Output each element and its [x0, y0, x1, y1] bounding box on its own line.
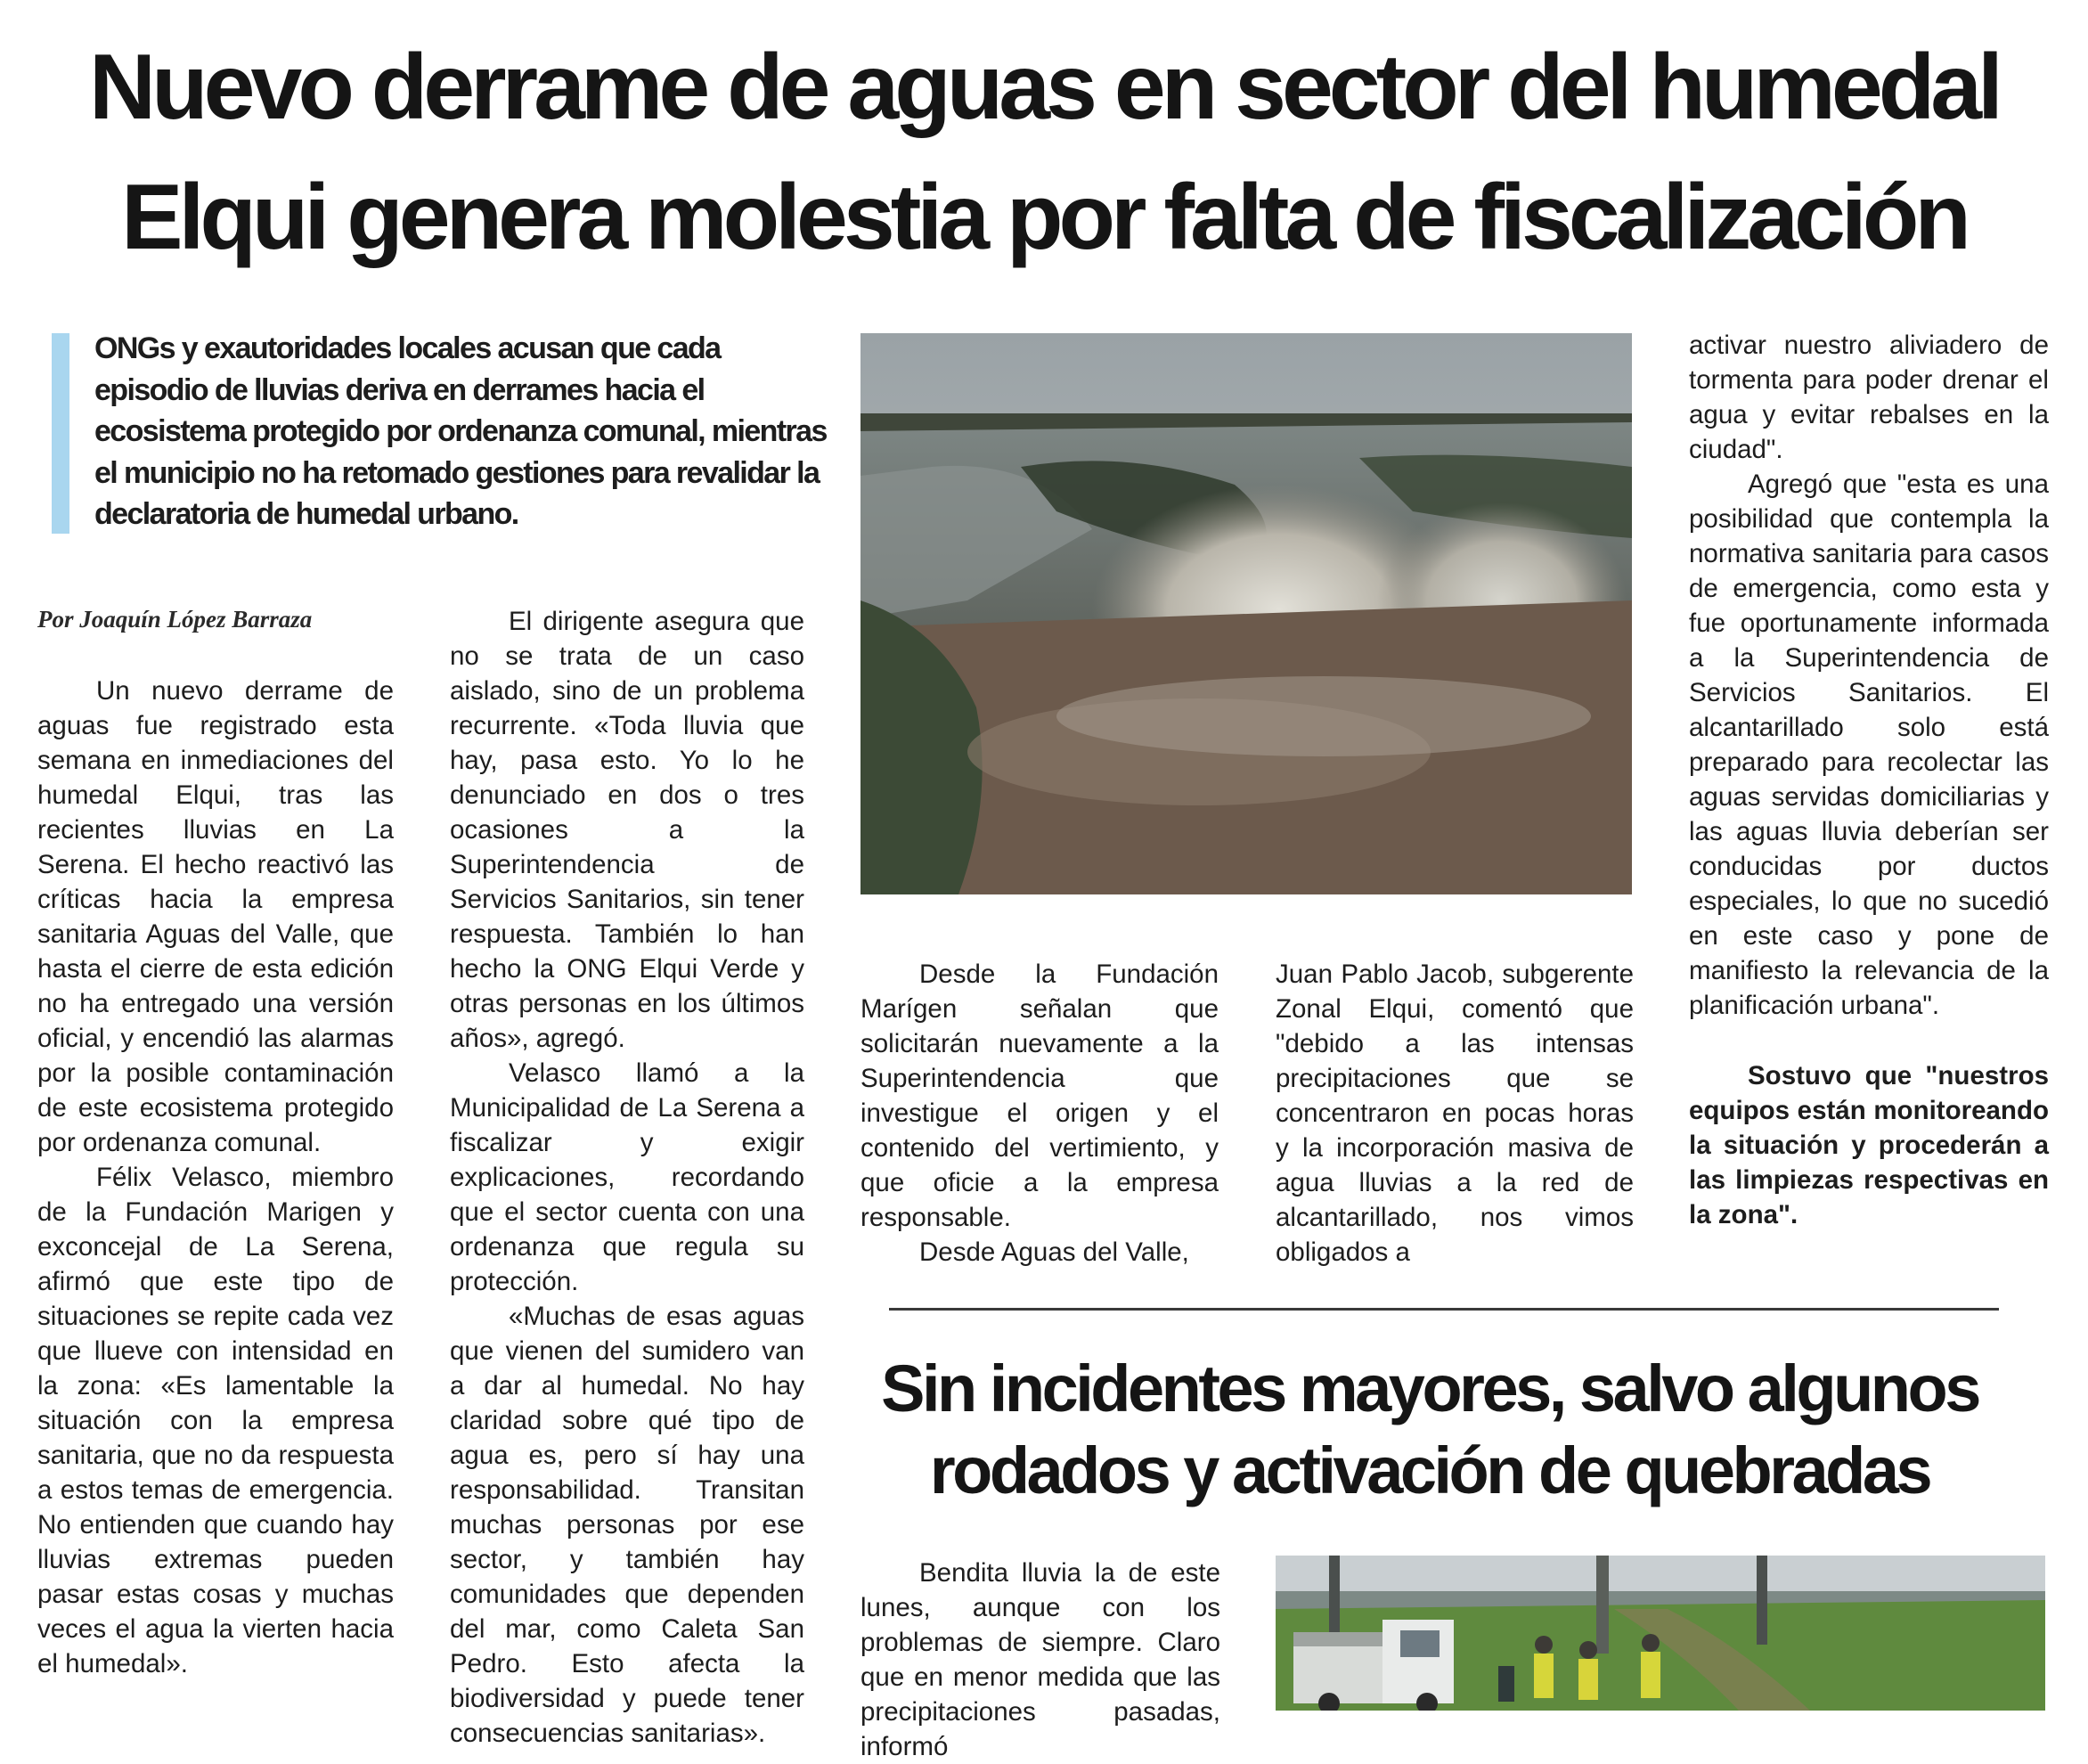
- second-headline-line2: rodados y activación de quebradas: [929, 1433, 1930, 1507]
- article-column-5: [1689, 328, 2049, 1232]
- second-article-column: [860, 1556, 1220, 1764]
- article-column-3: [860, 957, 1219, 1270]
- paragraph: Agregó que "esta es una posibilidad que contempla la normativa sanitaria para casos de emergencia, como esta y fue oportunamente informada a la Superintendencia de Servicios Sanitarios. El alcantarillado solo está preparado para recolectar las aguas servidas domiciliarias y las aguas lluvia deberían ser conducidas por ductos especiales, lo que no sucedió en este caso y pone de manifiesto la relevancia de la planificación urbana".: [1689, 470, 2049, 1020]
- main-headline-line2: Elqui genera molestia por falta de fiscalización: [121, 166, 1967, 269]
- section-divider: [889, 1308, 1999, 1311]
- paragraph: Félix Velasco, miembro de la Fundación Marigen y exconcejal de La Serena, afirmó que este tipo de situaciones se repite cada vez que llueve con intensidad en la zona: «Es lamentable la situación con la empresa sanitaria, que no da respuesta a estos temas de emergencia. No entienden que cuando hay lluvias extremas pueden pasar estas cosas y muchas veces el agua la vierten hacia el humedal».: [37, 1163, 394, 1678]
- paragraph: Velasco llamó a la Municipalidad de La Serena a fiscalizar y exigir explicaciones, recordando que el sector cuenta con una ordenanza que regula su protección.: [450, 1058, 804, 1296]
- main-headline-line1: Nuevo derrame de aguas en sector del humedal: [89, 36, 1999, 139]
- deck-summary: ONGs y exautoridades locales acusan que cada episodio de lluvias deriva en derrames hacia el ecosistema protegido por ordenanza comunal, mientras el municipio no ha retomado gestiones para revalidar la declaratoria de humedal urbano.: [94, 331, 827, 531]
- paragraph: Desde la Fundación Marígen señalan que solicitarán nuevamente a la Superintendencia que investigue el origen y el contenido del vertimiento, y que oficie a la empresa responsable.: [860, 960, 1219, 1232]
- photo-truck-workers-graphic: [1276, 1556, 2045, 1711]
- photo-water-spill: [860, 333, 1632, 894]
- paragraph: Juan Pablo Jacob, subgerente Zonal Elqui, comentó que "debido a las intensas precipitaciones que se concentraron en pocas horas y la incorporación masiva de agua lluvias a la red de alcantarillado, nos vimos obligados a: [1276, 960, 1634, 1267]
- byline: Por Joaquín López Barraza: [37, 606, 313, 633]
- paragraph: Un nuevo derrame de aguas fue registrado esta semana en inmediaciones del humedal Elqui, tras las recientes lluvias en La Serena. El hecho reactivó las críticas hacia la empresa sanitaria Aguas del Valle, que hasta el cierre de esta edición no ha entregado una versión oficial, y encendió las alarmas por la posible contaminación de este ecosistema protegido por ordenanza comunal.: [37, 676, 394, 1157]
- photo-water-spill-graphic: [860, 333, 1632, 894]
- article-column-4: [1276, 957, 1634, 1270]
- article-column-1: [37, 674, 394, 1681]
- paragraph: Bendita lluvia la de este lunes, aunque con los problemas de siempre. Claro que en menor medida que las precipitaciones pasadas, informó: [860, 1558, 1220, 1761]
- paragraph-bold: Sostuvo que "nuestros equipos están monitoreando la situación y procederán a las limpiezas respectivas en la zona".: [1689, 1061, 2049, 1229]
- paragraph: El dirigente asegura que no se trata de un caso aislado, sino de un problema recurrente. «Toda lluvia que hay, pasa esto. Yo lo he denunciado en dos o tres ocasiones a la Superintendencia de Servicios Sanitarios, sin tener respuesta. También lo han hecho la ONG Elqui Verde y otras personas en los últimos años», agregó.: [450, 607, 804, 1053]
- article-column-2: [450, 604, 804, 1751]
- paragraph: Desde Aguas del Valle,: [919, 1237, 1189, 1267]
- photo-truck-workers: [1276, 1556, 2045, 1711]
- second-headline-line1: Sin incidentes mayores, salvo algunos: [881, 1352, 1978, 1425]
- paragraph: activar nuestro aliviadero de tormenta para poder drenar el agua y evitar rebalses en la ciudad".: [1689, 331, 2049, 464]
- deck-accent-bar: [52, 333, 69, 534]
- paragraph: «Muchas de esas aguas que vienen del sumidero van a dar al humedal. No hay claridad sobre qué tipo de agua es, pero sí hay una responsabilidad. Transitan muchas personas por ese sector, y también hay comunidades que dependen del mar, como Caleta San Pedro. Esto afecta la biodiversidad y puede tener consecuencias sanitarias».: [450, 1302, 804, 1748]
